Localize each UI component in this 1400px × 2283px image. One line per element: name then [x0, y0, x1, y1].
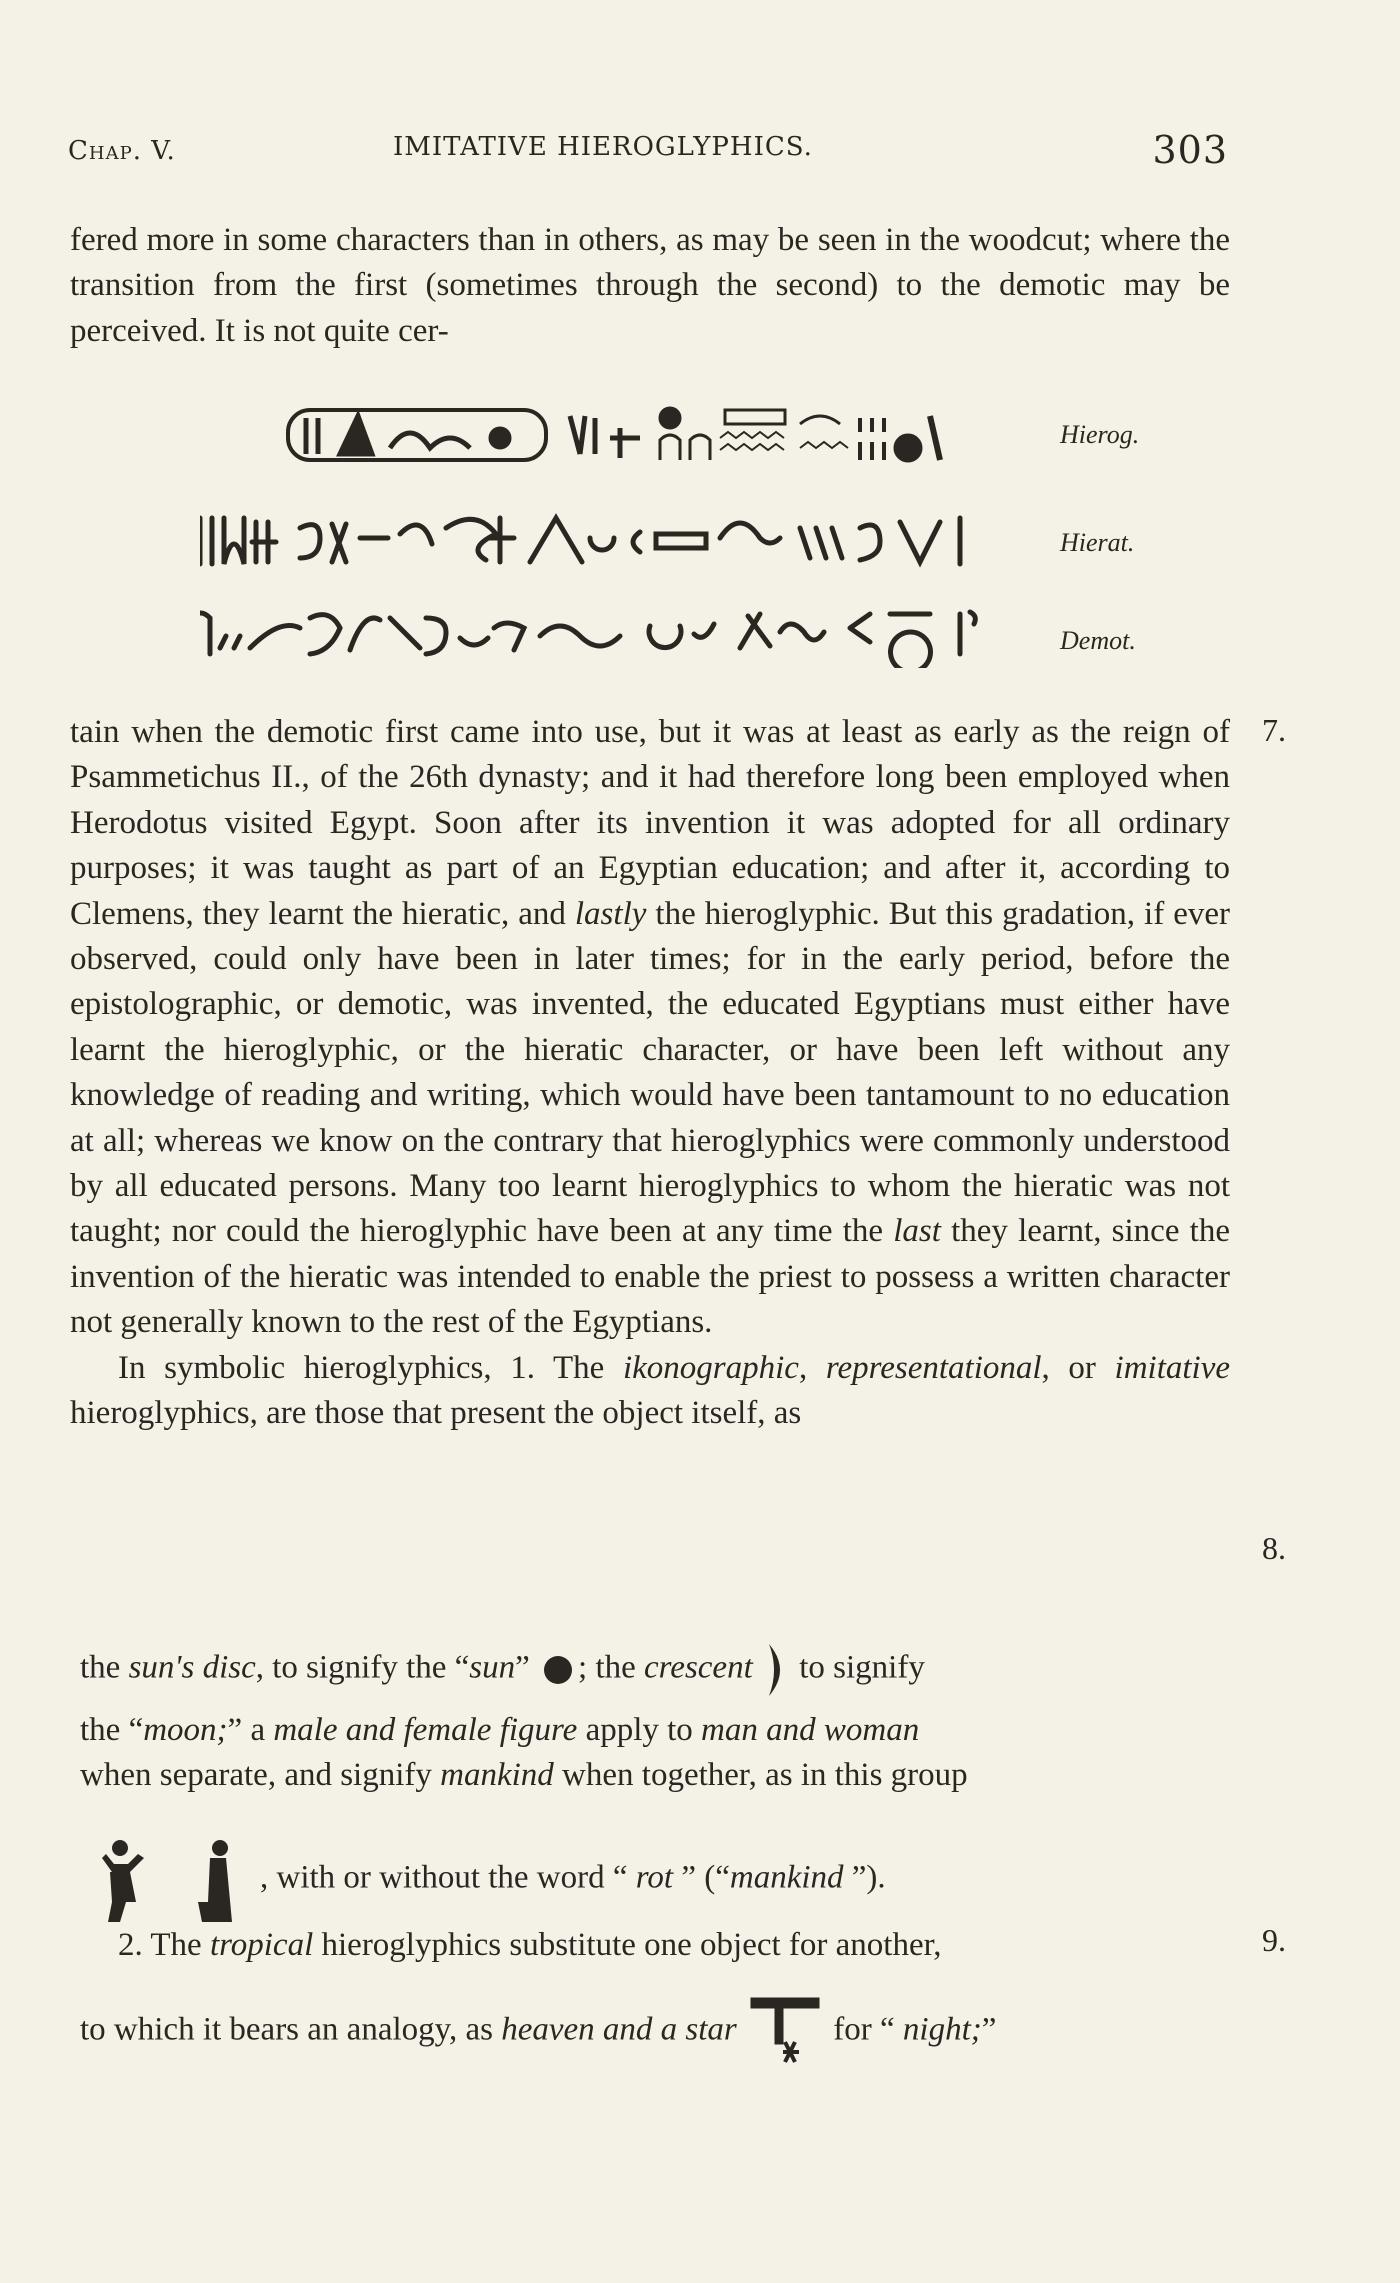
symbolic-mid1: , or — [1041, 1349, 1115, 1386]
sun-line-signify: , to signify the “ — [255, 1649, 470, 1686]
night-line-text1: to which it bears an analogy, as — [80, 2011, 502, 2048]
label-demot: Demot. — [1060, 626, 1136, 655]
main-text-part2: the hieroglyphic. But this gradation, if ever observed, could only have been in later times; for in the early period, before the epistolographic, or demotic, was invented, the educated Egyptians must either have learnt the hieroglyphic, or the hieratic character, or have been left without any knowledge of reading and writing, which would have been tantamount to no education at all; whereas we know on the contrary that hieroglyphics were commonly understood by all educated persons. Many too learnt hieroglyphics to whom the hieratic was not taught; nor could the hieroglyphic have been at any time the — [70, 895, 1230, 1250]
moon-line-the: the “ — [80, 1712, 144, 1748]
hieratic-glyphs — [200, 498, 1020, 578]
sun-line-the: the — [80, 1649, 129, 1686]
tropical-line-text1: 2. The — [118, 1927, 210, 1963]
margin-number-8: 8. — [1262, 1530, 1286, 1566]
sun-line-signify2: to signify — [791, 1649, 925, 1686]
margin-number-7: 7. — [1262, 712, 1286, 748]
tropical-line-text2: hieroglyphics substitute one object for another, — [313, 1927, 942, 1963]
main-paragraph — [70, 710, 1230, 1437]
symbolic-lead: In symbolic hieroglyphics, 1. The — [118, 1349, 623, 1386]
group-line-text1: , with or without the word “ — [260, 1859, 636, 1896]
separate-line-text1: when separate, and signify — [80, 1757, 441, 1793]
sun-disc-icon — [538, 1650, 578, 1690]
symbolic-text — [70, 1346, 1230, 1437]
moon-line — [80, 1712, 919, 1749]
separate-line — [80, 1757, 968, 1794]
page-number: 303 — [1152, 128, 1228, 172]
emphasis-imitative: imitative — [1114, 1349, 1231, 1386]
group-line — [80, 1830, 886, 1930]
sun-line-close: ” — [515, 1649, 530, 1686]
sun-line-semicolon: ; the — [578, 1649, 645, 1686]
emphasis-tropical: tropical — [209, 1927, 314, 1963]
heaven-star-icon — [745, 1992, 825, 2072]
hieroglyphic-glyphs — [200, 398, 1000, 478]
running-title: IMITATIVE HIEROGLYPHICS. — [393, 132, 813, 162]
main-text-part3: they learnt, since the invention of the hieratic was intended to enable the priest to possess a written character not generally known to the rest of the Egyptians. — [70, 1213, 1230, 1341]
emphasis-sun-disc: sun's disc — [128, 1649, 256, 1686]
emphasis-mankind-2: mankind — [729, 1859, 844, 1896]
chapter-label: Chap. V. — [68, 136, 176, 166]
label-hierat: Hierat. — [1060, 528, 1135, 557]
man-woman-figures-icon — [80, 1830, 260, 1930]
crescent-moon-icon — [761, 1640, 791, 1700]
main-text — [70, 710, 1230, 1346]
emphasis-mankind: mankind — [440, 1757, 554, 1793]
demotic-glyphs — [200, 588, 1020, 668]
hieroglyph-woodcut — [200, 398, 1200, 678]
symbolic-comma: , — [798, 1349, 826, 1386]
emphasis-lastly: lastly — [574, 895, 647, 932]
separate-line-text2: when together, as in this group — [553, 1757, 968, 1793]
moon-line-apply: apply to — [577, 1712, 702, 1748]
night-line-text3: ” — [981, 2011, 997, 2048]
tropical-line — [118, 1927, 942, 1964]
moon-line-a: ” a — [227, 1712, 274, 1748]
emphasis-moon: moon; — [143, 1712, 228, 1748]
emphasis-male-female: male and female figure — [273, 1712, 578, 1748]
emphasis-heaven-star: heaven and a star — [501, 2011, 737, 2048]
symbolic-mid2: hieroglyphics, are those that present the object itself, as — [70, 1395, 802, 1432]
intro-text: fered more in some characters than in others, as may be seen in the woodcut; where the transition from the first (sometimes through the second) to the demotic may be perceived. It is not quite cer- — [70, 222, 1230, 349]
emphasis-night: night; — [902, 2011, 982, 2048]
sun-line — [80, 1640, 925, 1700]
group-line-text3: ”). — [843, 1859, 886, 1896]
label-hierog: Hierog. — [1060, 420, 1140, 449]
emphasis-sun: sun — [469, 1649, 516, 1686]
main-text-part1: tain when the demotic first came into use, but it was at least as early as the reign of Psammetichus II., of the 26th dynasty; and it had therefore long been employed when Herodotus visited Egypt. Soon after its invention it was adopted for all ordinary purposes; it was taught as part of an Egyptian education; and after it, according to Clemens, they learnt the hieratic, and — [70, 714, 1230, 932]
emphasis-representational: representational — [825, 1349, 1042, 1386]
running-header — [68, 128, 1228, 172]
margin-number-9: 9. — [1262, 1922, 1286, 1958]
emphasis-crescent: crescent — [644, 1649, 753, 1686]
night-line-text2: for “ — [825, 2011, 903, 2048]
emphasis-last: last — [893, 1213, 941, 1250]
emphasis-ikonographic: ikonographic — [622, 1349, 799, 1386]
emphasis-rot: rot — [635, 1859, 674, 1896]
night-line — [80, 1992, 996, 2072]
group-line-text2: ” (“ — [673, 1859, 730, 1896]
intro-paragraph — [70, 218, 1230, 354]
emphasis-man-woman: man and woman — [701, 1712, 920, 1748]
